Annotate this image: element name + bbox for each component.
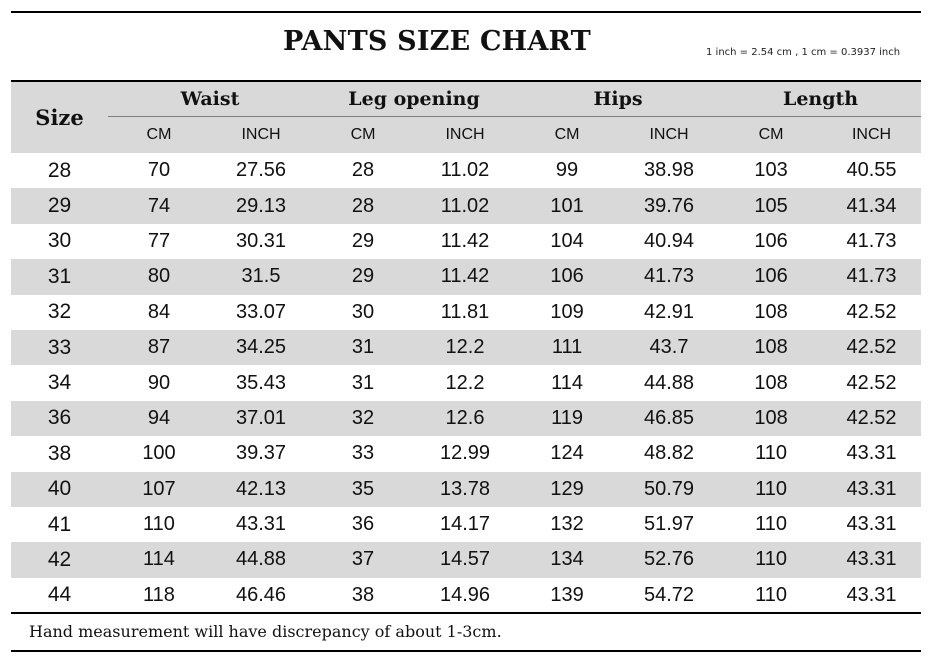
table-cell: 40.55: [846, 159, 897, 182]
table-cell: 37.01: [210, 401, 312, 436]
table-cell: 44.88: [210, 542, 312, 577]
footer-note: Hand measurement will have discrepancy of about 1-3cm.: [29, 622, 502, 641]
table-bottom-rule: [11, 612, 921, 614]
table-cell: 110: [755, 583, 787, 606]
table-cell: 109: [550, 300, 584, 323]
table-cell: 106: [516, 259, 618, 294]
table-cell: 37: [312, 542, 414, 577]
table-cell: 111: [516, 330, 618, 365]
conversion-note: 1 inch = 2.54 cm , 1 cm = 0.3937 inch: [706, 47, 901, 58]
table-cell: 134: [516, 542, 618, 577]
table-cell: 80: [108, 259, 210, 294]
table-cell: 14.96: [439, 583, 491, 606]
size-cell: 31: [11, 259, 108, 294]
table-cell: 28: [351, 159, 375, 182]
table-cell: 43.7: [618, 330, 720, 365]
unit-header: INCH: [414, 117, 516, 154]
size-header: Size: [11, 82, 108, 153]
size-cell: 44: [47, 583, 72, 607]
group-header-row: [11, 82, 921, 117]
table-cell: 139: [550, 583, 584, 606]
table-cell: 41.73: [618, 259, 720, 294]
table-cell: 33.07: [235, 300, 287, 323]
table-cell: 31: [351, 371, 375, 394]
table-header: [11, 82, 921, 153]
group-header-hips: Hips: [516, 82, 720, 117]
table-cell: 43.31: [846, 513, 897, 536]
table-cell: 108: [720, 401, 822, 436]
table-cell: 46.46: [235, 583, 287, 606]
table-cell: 42.52: [822, 330, 921, 365]
unit-header-row: [11, 117, 921, 154]
table-cell: 30: [351, 300, 375, 323]
size-cell: 42: [11, 542, 108, 577]
table-cell: 42.91: [643, 300, 695, 323]
table-row: [11, 436, 921, 471]
table-cell: 42.13: [210, 472, 312, 507]
table-cell: 50.79: [618, 472, 720, 507]
table-cell: 48.82: [643, 442, 695, 465]
table-cell: 108: [754, 300, 788, 323]
table-cell: 106: [720, 259, 822, 294]
table-cell: 43.31: [822, 542, 921, 577]
group-header-length: Length: [720, 82, 921, 117]
table-cell: 27.56: [235, 159, 287, 182]
size-cell: 28: [47, 158, 72, 182]
table-cell: 103: [754, 159, 788, 182]
table-row: [11, 259, 921, 294]
table-cell: 119: [516, 401, 618, 436]
unit-header: CM: [312, 117, 414, 154]
table-cell: 77: [147, 229, 171, 252]
table-cell: 14.17: [439, 513, 491, 536]
table-cell: 38: [351, 583, 375, 606]
table-cell: 40.94: [643, 229, 695, 252]
table-body: [11, 153, 921, 613]
table-cell: 51.97: [643, 513, 695, 536]
table-cell: 70: [147, 159, 171, 182]
table-cell: 11.81: [440, 300, 490, 323]
table-cell: 132: [550, 513, 584, 536]
table-cell: 28: [312, 188, 414, 223]
table-cell: 31.5: [210, 259, 312, 294]
table-row: [11, 472, 921, 507]
size-cell: 38: [47, 441, 72, 465]
table-cell: 52.76: [618, 542, 720, 577]
table-row: [11, 153, 921, 188]
unit-header: CM: [720, 117, 822, 154]
size-chart-table: [11, 82, 921, 613]
table-cell: 46.85: [618, 401, 720, 436]
table-cell: 99: [555, 159, 579, 182]
table-cell: 29: [312, 259, 414, 294]
table-cell: 87: [108, 330, 210, 365]
table-cell: 110: [720, 542, 822, 577]
size-cell: 40: [11, 472, 108, 507]
unit-header: CM: [108, 117, 210, 154]
footer-rule: [11, 650, 921, 652]
table-cell: 110: [755, 442, 787, 465]
unit-header: CM: [516, 117, 618, 154]
table-cell: 118: [143, 583, 175, 606]
table-cell: 114: [551, 371, 583, 394]
table-cell: 12.6: [414, 401, 516, 436]
table-cell: 74: [108, 188, 210, 223]
table-cell: 41.73: [846, 229, 897, 252]
table-cell: 108: [720, 330, 822, 365]
table-cell: 38.98: [643, 159, 695, 182]
unit-header: INCH: [210, 117, 312, 154]
table-cell: 14.57: [414, 542, 516, 577]
table-cell: 110: [720, 472, 822, 507]
table-cell: 34.25: [210, 330, 312, 365]
table-cell: 12.2: [445, 371, 485, 394]
table-cell: 114: [108, 542, 210, 577]
table-cell: 43.31: [846, 442, 897, 465]
group-header-waist: Waist: [108, 82, 312, 117]
table-cell: 11.42: [440, 229, 490, 252]
table-cell: 84: [147, 300, 171, 323]
table-cell: 100: [142, 442, 176, 465]
size-cell: 32: [47, 300, 72, 324]
table-cell: 43.31: [235, 513, 287, 536]
table-cell: 36: [351, 513, 375, 536]
table-cell: 11.02: [414, 188, 516, 223]
size-cell: 29: [11, 188, 108, 223]
table-cell: 13.78: [414, 472, 516, 507]
table-cell: 35: [312, 472, 414, 507]
table-cell: 43.31: [822, 472, 921, 507]
table-cell: 108: [754, 371, 788, 394]
table-cell: 110: [755, 513, 787, 536]
table-cell: 44.88: [643, 371, 695, 394]
table-cell: 35.43: [235, 371, 287, 394]
table-cell: 110: [143, 513, 175, 536]
table-cell: 39.76: [618, 188, 720, 223]
table-row: [11, 330, 921, 365]
table-cell: 42.52: [822, 401, 921, 436]
table-cell: 105: [720, 188, 822, 223]
table-row: [11, 542, 921, 577]
chart-title: PANTS SIZE CHART: [283, 26, 591, 57]
table-cell: 30.31: [235, 229, 287, 252]
table-cell: 31: [312, 330, 414, 365]
table-cell: 101: [516, 188, 618, 223]
table-cell: 54.72: [643, 583, 695, 606]
size-cell: 33: [11, 330, 108, 365]
group-header-leg-opening: Leg opening: [312, 82, 516, 117]
table-cell: 12.99: [439, 442, 491, 465]
unit-header: INCH: [822, 117, 921, 154]
table-cell: 39.37: [235, 442, 287, 465]
table-cell: 33: [351, 442, 375, 465]
table-row: [11, 507, 921, 542]
table-cell: 12.2: [414, 330, 516, 365]
unit-header: INCH: [618, 117, 720, 154]
size-cell: 34: [47, 371, 72, 395]
size-cell: 41: [47, 512, 72, 536]
top-rule: [11, 11, 921, 13]
table-cell: 43.31: [846, 583, 897, 606]
table-cell: 42.52: [846, 300, 897, 323]
table-row: [11, 365, 921, 400]
table-row: [11, 578, 921, 613]
table-cell: 41.73: [822, 259, 921, 294]
table-row: [11, 224, 921, 259]
table-row: [11, 401, 921, 436]
table-cell: 129: [516, 472, 618, 507]
table-row: [11, 188, 921, 223]
table-cell: 104: [550, 229, 584, 252]
table-cell: 32: [312, 401, 414, 436]
table-cell: 106: [754, 229, 788, 252]
table-cell: 124: [550, 442, 584, 465]
table-cell: 11.02: [440, 159, 490, 182]
table-cell: 29: [351, 229, 375, 252]
table-cell: 90: [147, 371, 171, 394]
table-cell: 94: [108, 401, 210, 436]
table-cell: 29.13: [210, 188, 312, 223]
table-cell: 11.42: [414, 259, 516, 294]
table-row: [11, 295, 921, 330]
table-cell: 107: [108, 472, 210, 507]
table-cell: 41.34: [822, 188, 921, 223]
size-cell: 30: [47, 229, 72, 253]
size-cell: 36: [11, 401, 108, 436]
table-cell: 42.52: [846, 371, 897, 394]
